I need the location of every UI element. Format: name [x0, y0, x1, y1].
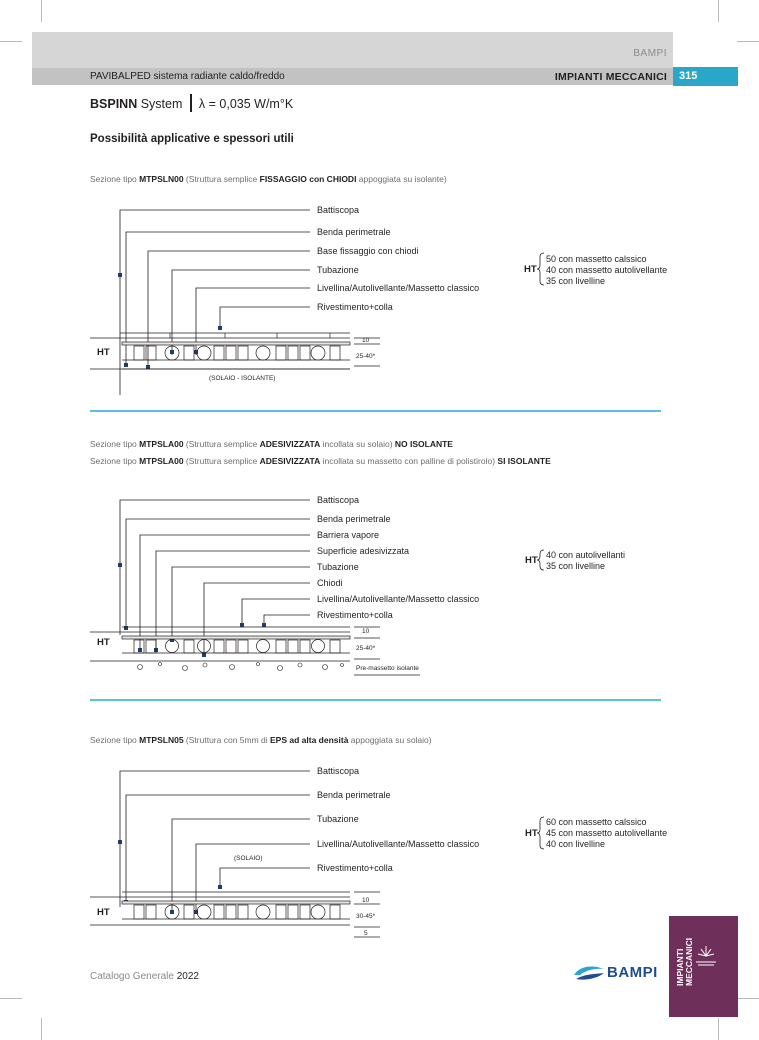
header-section-title: IMPIANTI MECCANICI [554, 71, 667, 83]
ht-option: 35 con livelline [546, 276, 606, 286]
dimension-label: 25-40* [356, 353, 376, 360]
caption-prefix: Sezione tipo [90, 439, 140, 449]
applications-title: Possibilità applicative e spessori utili [90, 133, 294, 145]
section-divider [90, 410, 661, 412]
diagram-label: Rivestimento+colla [317, 610, 393, 620]
crop-mark [0, 41, 22, 42]
ht-label: HT [97, 637, 110, 648]
caption-code: MTPSLA00 [139, 439, 184, 449]
ht-label: HT [525, 555, 538, 566]
ht-label: HT [97, 907, 110, 918]
caption-tail: SI ISOLANTE [497, 456, 551, 466]
caption-prefix: Sezione tipo [90, 174, 140, 184]
diagram-note: (SOLAIO - ISOLANTE) [209, 375, 276, 382]
dimension-label: 25-40* [356, 645, 376, 652]
caption-desc: incollata su massetto con palline di polistirolo) [320, 456, 498, 466]
caption-strong: EPS ad alta densità [270, 735, 349, 745]
caption-tail: NO ISOLANTE [394, 439, 453, 449]
crop-mark [718, 1018, 719, 1040]
caption-desc: (Struttura semplice [183, 456, 260, 466]
section-diagram-3 [0, 757, 759, 947]
diagram-label: Livellina/Autolivellante/Massetto classico [317, 594, 480, 604]
footer-logo-text: BAMPI [607, 964, 658, 981]
system-line [90, 94, 293, 112]
crop-mark [0, 998, 22, 999]
crop-mark [718, 0, 719, 22]
system-lambda: λ = 0,035 W/m°K [198, 97, 294, 111]
system-separator [190, 94, 192, 112]
diagram-label: Tubazione [317, 265, 359, 275]
caption-prefix: Sezione tipo [90, 735, 140, 745]
crop-mark [737, 41, 759, 42]
ht-option: 40 con massetto autolivellante [546, 265, 668, 275]
side-tab-line: IMPIANTI [675, 948, 685, 986]
dimension-label: Pre-massetto isolante [356, 665, 419, 672]
diagram-label: Livellina/Autolivellante/Massetto classico [317, 839, 480, 849]
caption-code: MTPSLA00 [139, 456, 184, 466]
diagram-label: Livellina/Autolivellante/Massetto classico [317, 283, 480, 293]
diagram-label: Rivestimento+colla [317, 302, 393, 312]
diagram-label: Battiscopa [317, 205, 360, 215]
section-caption [90, 439, 453, 449]
ht-option: 35 con livelline [546, 561, 606, 571]
section-caption [90, 456, 551, 466]
dimension-label: 30-45* [356, 913, 376, 920]
ht-option: 40 con livelline [546, 839, 606, 849]
section-diagram-1 [0, 195, 759, 395]
crop-mark [737, 998, 759, 999]
caption-desc: (Struttura semplice [183, 439, 260, 449]
section-caption [90, 735, 432, 745]
ht-label: HT [525, 828, 538, 839]
caption-code: MTPSLN05 [139, 735, 184, 745]
diagram-label: Benda perimetrale [317, 514, 391, 524]
caption-desc: appoggiata su solaio) [348, 735, 432, 745]
caption-desc: (Struttura con 5mm di [183, 735, 271, 745]
diagram-label: Chiodi [317, 578, 343, 588]
mechanical-icon [694, 944, 718, 966]
diagram-label: Benda perimetrale [317, 227, 391, 237]
diagram-note: (SOLAIO) [234, 855, 263, 862]
diagram-label: Rivestimento+colla [317, 863, 393, 873]
dimension-label: 10 [362, 337, 370, 344]
diagram-label: Barriera vapore [317, 530, 380, 540]
diagram-label: Battiscopa [317, 766, 360, 776]
footer-catalog-label: Catalogo Generale [90, 971, 177, 982]
side-tab-line: MECCANICI [684, 937, 694, 986]
caption-desc: (Struttura semplice [183, 174, 260, 184]
system-suffix: System [140, 97, 183, 111]
crop-mark [41, 0, 42, 22]
ht-option: 50 con massetto calssico [546, 254, 647, 264]
bampi-logo-icon [572, 963, 606, 983]
crop-mark [41, 1018, 42, 1040]
caption-prefix: Sezione tipo [90, 456, 140, 466]
dimension-label: 10 [362, 628, 370, 635]
system-name: BSPINN [90, 97, 138, 111]
ht-label: HT [97, 347, 110, 358]
section-caption [90, 174, 447, 184]
diagram-label: Tubazione [317, 562, 359, 572]
ht-option: 45 con massetto autolivellante [546, 828, 668, 838]
caption-strong: ADESIVIZZATA [259, 439, 321, 449]
dimension-label: 5 [364, 930, 368, 937]
header-brand: BAMPI [633, 48, 667, 59]
caption-strong: ADESIVIZZATA [259, 456, 321, 466]
footer-catalog [90, 971, 199, 982]
diagram-label: Battiscopa [317, 495, 360, 505]
diagram-label: Superficie adesivizzata [317, 546, 410, 556]
dimension-label: 10 [362, 897, 370, 904]
caption-desc: incollata su solaio) [320, 439, 395, 449]
side-tab-label [676, 938, 694, 986]
ht-option: 60 con massetto calssico [546, 817, 647, 827]
caption-desc: appoggiata su isolante) [356, 174, 447, 184]
section-divider [90, 699, 661, 701]
header-subtitle: PAVIBALPED sistema radiante caldo/freddo [90, 71, 285, 82]
footer-year: 2022 [176, 971, 199, 982]
section-diagram-2 [0, 485, 759, 685]
diagram-label: Benda perimetrale [317, 790, 391, 800]
ht-option: 40 con autolivellanti [546, 550, 626, 560]
diagram-label: Base fissaggio con chiodi [317, 246, 419, 256]
caption-strong: FISSAGGIO con CHIODI [259, 174, 357, 184]
ht-label: HT [524, 264, 537, 275]
page-number: 315 [673, 67, 738, 86]
diagram-label: Tubazione [317, 814, 359, 824]
caption-code: MTPSLN00 [139, 174, 184, 184]
